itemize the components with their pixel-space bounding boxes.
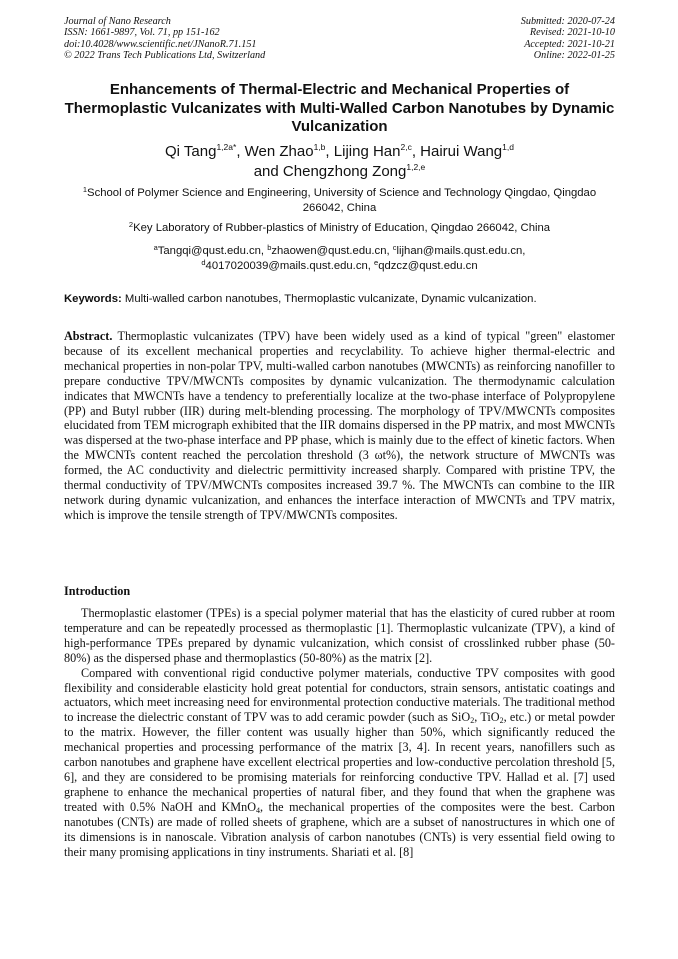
author-name: Qi Tang [165,143,217,160]
paragraph-text: , etc.) or metal powder to the matrix. However, the filler content was usually higher than 50%, which significantly reduced the mechanical properties and processing performance of the matrix [3, 4]. In recent years, nanofillers such as carbon nanotubes and graphene have excellent electrical properties and low-conductive percolation threshold [5, 6], and they are considered to be promising materials for reinforcing conductive TPV. Hallad et al. [7] used graphene to enhance the mechanical properties of natural fiber, and they found that when the graphene was treated with 0.5% NaOH and KMnO [64,710,615,814]
affiliation-2 [64,221,615,236]
email-link[interactable]: lijhan@mails.qust.edu.cn, [396,245,526,257]
journal-info [64,16,265,62]
paper-title: Enhancements of Thermal-Electric and Mechanical Properties of Thermoplastic Vulcanizates with Multi-Walled Carbon Nanotubes by Dynamic Vulcanization [64,81,615,135]
paragraph-text: , TiO [474,710,500,725]
abstract-text: Thermoplastic vulcanizates (TPV) have been widely used as a kind of typical "green" elastomer because of its excellent mechanical properties and recyclability. To achieve higher thermal-electric and mechanical properties in non-polar TPV, multi-walled carbon nanotubes (MWCNTs) as reinforcing nanofiller to prepare conductive TPV/MWCNTs composites by dynamic vulcanization. The thermodynamic calculation indicates that MWCNTs have a tendency to preferentially localize at the two-phase interface of Polypropylene (PP) and Butyl rubber (IIR) during melt-blending processing. The morphology of TPV/MWCNTs composites elucidated from TEM micrograph exhibited that the IIR domains dispersed in the PP matrix, and most MWCNTs was dispersed at the two-phase interface and PP phase, which is mainly due to the effect of kinetic factors. When the MWCNTs content reached the percolation threshold (3 ωt%), the network structure of MWCNTs was formed, the AC conductivity and dielectric permittivity increased sharply. Compared with pristine TPV, the thermal conductivity of TPV/MWCNTs composites increased 39.7 %. The MWCNTs can combine to the IIR network during dynamic vulcanization, and enhances the interface interaction of MWCNTs and TPV matrix, which is improve the tensile strength of TPV/MWCNTs composites. [64,329,615,522]
doi[interactable]: doi:10.4028/www.scientific.net/JNanoR.71.151 [64,38,257,50]
email-link[interactable]: qdzcz@qust.edu.cn [378,259,478,272]
email-mark: e [374,257,379,267]
paragraph [64,666,615,860]
author-name: Hairui Wang [420,143,503,160]
email-link[interactable]: zhaowen@qust.edu.cn, [271,245,390,257]
author-affiliation-mark: 2,c [400,142,412,152]
author-list: Qi Tang$^{1,2a*}$, Wen Zhao$^{1,b}$, Lijing Han$^{2,c}$, Hairui Wang$^{1,d}$ and Chengzhong Zong$^{1,2,e}$ [165,142,514,180]
copyright: © 2022 Trans Tech Publications Ltd, Switzerland [64,50,266,62]
affiliation-text: Key Laboratory of Rubber-plastics of Ministry of Education, Qingdao 266042, China [133,222,551,234]
introduction-heading: Introduction [64,584,131,598]
email-link[interactable]: Tangqi@qust.edu.cn, [157,245,265,257]
submitted-date: Submitted: 2020-07-24 [520,16,615,27]
author-affiliation-mark: 1,b [313,142,326,152]
accepted-date: Accepted: 2021-10-21 [524,38,615,50]
paragraph-text: Compared with conventional rigid conductive polymer materials, conductive TPV composites with good flexibility and considerable elasticity hold great potential for conductors, strain sensors, antistatic coatings and actuators, which meet increasing need for environmental protection conductive materials. The traditional method to increase the dielectric constant of TPV was to add ceramic powder (such as SiO [64,665,615,725]
email-mark: a [153,243,158,252]
author-name: Wen Zhao [244,143,314,160]
author-conjunction: and [253,162,279,180]
affiliation-number: 2 [128,220,134,229]
affiliation-number: 1 [82,185,88,194]
email-mark: b [267,243,272,252]
online-date: Online: 2022-01-25 [533,50,615,62]
issn: ISSN: 1661-9897, Vol. 71, pp 151-162 [64,27,220,39]
introduction-body [64,606,615,859]
abstract-label: Abstract. [64,329,113,343]
journal-name: Journal of Nano Research [64,16,171,27]
subscript: 2 [470,716,475,726]
keywords [64,292,615,306]
subscript: 2 [499,716,504,726]
email-mark: c [392,243,397,252]
author-affiliation-mark: 1,d [502,142,514,152]
paragraph-text: , the mechanical properties of the composites were the best. Carbon nanotubes (CNTs) are made of rolled sheets of graphene, which are a subset of nanostructures in which one of its dimensions is in nanoscale. Vibration analysis of carbon nanotubes (CNTs) is very essential field owing to their many promising applications in tiny instruments. Shariati et al. [8] [64,799,615,859]
revised-date: Revised: 2021-10-10 [529,27,615,39]
author-affiliation-mark: 1,2,e [406,161,426,172]
author-emails [64,244,615,273]
author-name: Lijing Han [333,143,401,160]
author-affiliation-mark: 1,2a* [216,142,237,152]
paragraph: Thermoplastic elastomer (TPEs) is a special polymer material that has the elasticity of cured rubber at room temperature and can be repeatedly processed as thermoplastic [1]. Thermoplastic vulcanizate (TPV), a kind of high-performance TPEs prepared by dynamic vulcanization, which consist of crosslinked rubber phase (50-80%) as the dispersed phase and thermoplastics (50-80%) as the matrix [2]. [64,606,615,665]
affiliation-1 [64,186,615,215]
affiliation-text: School of Polymer Science and Engineering, University of Science and Technology Qingdao, Qingdao 266042, China [87,187,597,214]
email-link[interactable]: 4017020039@mails.qust.edu.cn, [205,259,371,272]
subscript: 4 [256,805,261,815]
keywords-text: Multi-walled carbon nanotubes, Thermoplastic vulcanizate, Dynamic vulcanization. [124,293,537,305]
email-mark: d [201,257,206,267]
abstract [64,329,615,523]
article-dates [521,16,615,62]
author-name: Chengzhong Zong [282,162,407,180]
keywords-label: Keywords: [64,293,122,305]
